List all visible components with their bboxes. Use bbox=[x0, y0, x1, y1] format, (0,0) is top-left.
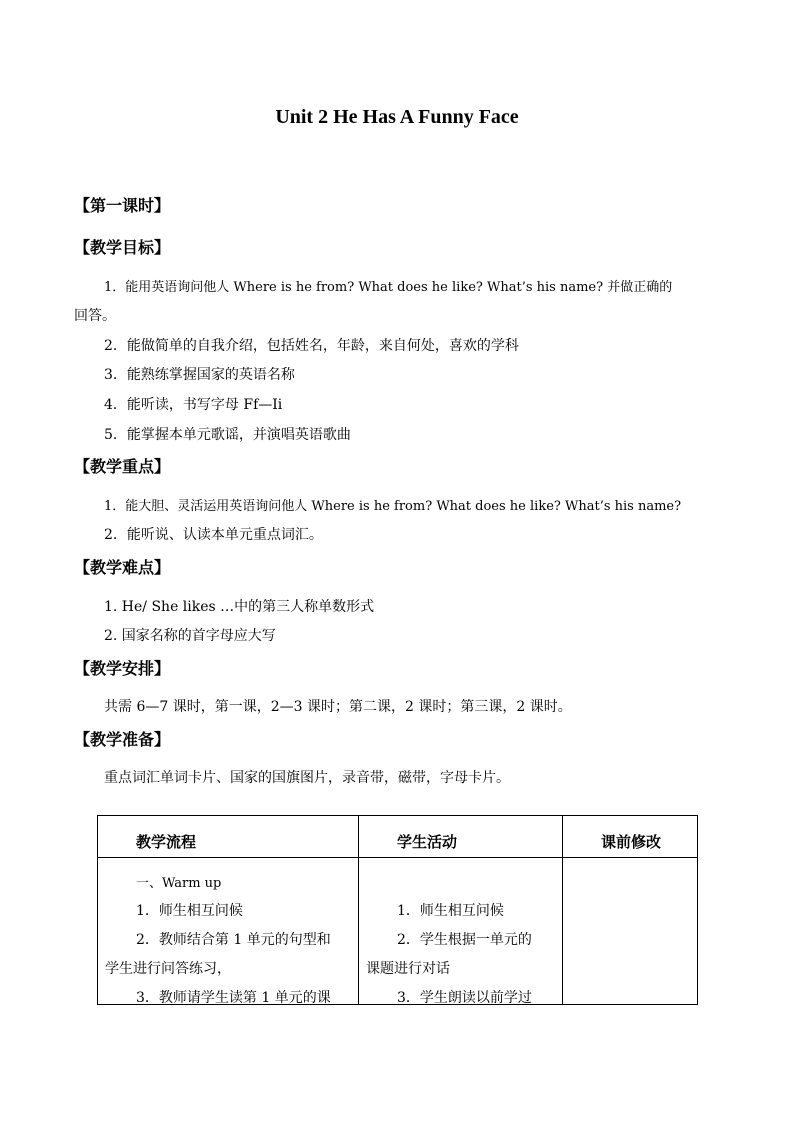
process-line: 学生进行问答练习， bbox=[105, 961, 231, 977]
header-student-activity: 学生活动 bbox=[359, 816, 563, 858]
activity-line: 3．学生朗读以前学过 bbox=[397, 990, 532, 1006]
header-pre-class-revision: 课前修改 bbox=[563, 816, 698, 858]
activity-line: 1．师生相互问候 bbox=[397, 903, 504, 919]
lesson-flow-table bbox=[97, 815, 698, 1005]
teaching-process-cell bbox=[98, 858, 359, 1005]
preparation-heading: 【教学准备】 bbox=[74, 730, 171, 749]
objectives-heading: 【教学目标】 bbox=[74, 238, 171, 257]
preparation-text: 重点词汇单词卡片、国家的国旗图片，录音带，磁带，字母卡片。 bbox=[104, 770, 510, 786]
page-title: Unit 2 He Has A Funny Face bbox=[275, 106, 519, 128]
activity-line: 2．学生根据一单元的 bbox=[397, 932, 532, 948]
table-row bbox=[98, 858, 698, 1005]
activity-line: 课题进行对话 bbox=[366, 961, 450, 977]
key-point-item: 1．能大胆、灵活运用英语询问他人 Where is he from? What does he like? What’s his name? bbox=[104, 499, 682, 514]
objective-item: 回答。 bbox=[74, 308, 116, 324]
process-line: 1．师生相互问候 bbox=[136, 903, 243, 919]
difficulty-item: 1. He/ She likes …中的第三人称单数形式 bbox=[104, 599, 375, 615]
objective-item: 2．能做简单的自我介绍，包括姓名，年龄，来自何处，喜欢的学科 bbox=[104, 338, 519, 354]
arrangement-heading: 【教学安排】 bbox=[74, 659, 171, 678]
key-point-item: 2．能听说、认读本单元重点词汇。 bbox=[104, 527, 323, 543]
lesson-label: 【第一课时】 bbox=[74, 196, 171, 215]
key-points-heading: 【教学重点】 bbox=[74, 457, 171, 476]
student-activity-cell bbox=[359, 858, 563, 1005]
objective-item: 5．能掌握本单元歌谣，并演唱英语歌曲 bbox=[104, 427, 351, 443]
objective-item: 4．能听读，书写字母 Ff—Ii bbox=[104, 397, 283, 413]
process-line: 2．教师结合第 1 单元的句型和 bbox=[136, 932, 331, 948]
objective-item: 3．能熟练掌握国家的英语名称 bbox=[104, 367, 295, 383]
header-teaching-process: 教学流程 bbox=[98, 816, 359, 858]
arrangement-text: 共需 6—7 课时，第一课，2—3 课时；第二课，2 课时；第三课，2 课时。 bbox=[104, 699, 572, 715]
objective-item: 1．能用英语询问他人 Where is he from? What does he like? What’s his name? 并做正确的 bbox=[104, 280, 673, 295]
revision-cell bbox=[563, 858, 698, 1005]
table-header-row bbox=[98, 816, 698, 858]
process-line: 3．教师请学生读第 1 单元的课 bbox=[136, 990, 331, 1006]
difficulties-heading: 【教学难点】 bbox=[74, 558, 171, 577]
difficulty-item: 2. 国家名称的首字母应大写 bbox=[104, 628, 276, 644]
process-line: 一、Warm up bbox=[136, 876, 222, 891]
